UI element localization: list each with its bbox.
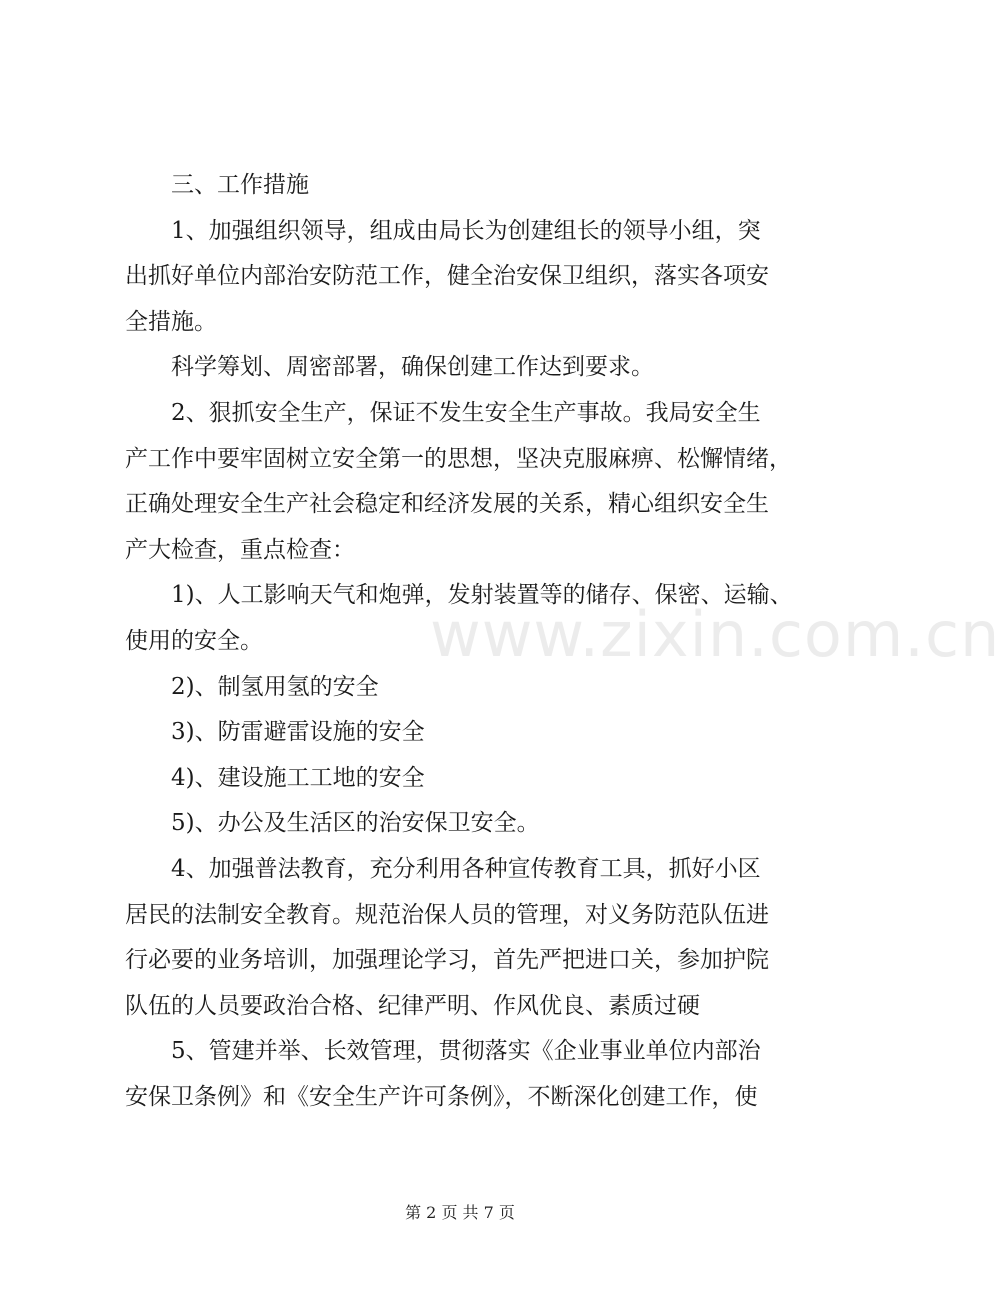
document-body xyxy=(125,163,805,1120)
text-line: 出抓好单位内部治安防范工作，健全治安保卫组织，落实各项安 xyxy=(125,263,769,290)
text-line: 科学筹划、周密部署，确保创建工作达到要求。 xyxy=(171,354,654,381)
text-line: 1、加强组织领导，组成由局长为创建组长的领导小组，突 xyxy=(171,217,761,244)
text-line: 全措施。 xyxy=(125,308,217,335)
text-line: 5)、办公及生活区的治安保卫安全。 xyxy=(171,810,540,837)
text-line: 2、狠抓安全生产，保证不发生安全生产事故。我局安全生 xyxy=(171,399,761,426)
page-number-footer: 第 2 页 共 7 页 xyxy=(405,1203,515,1222)
text-line: 4、加强普法教育，充分利用各种宣传教育工具，抓好小区 xyxy=(171,855,761,882)
text-line: 2)、制氢用氢的安全 xyxy=(171,673,379,700)
text-line: 4)、建设施工工地的安全 xyxy=(171,764,425,791)
text-line: 行必要的业务培训，加强理论学习，首先严把进口关，参加护院 xyxy=(125,947,769,974)
section-heading: 三、工作措施 xyxy=(171,172,309,198)
text-line: 1)、人工影响天气和炮弹，发射装置等的储存、保密、运输、 xyxy=(171,582,793,609)
text-line: 使用的安全。 xyxy=(125,627,263,654)
text-line: 队伍的人员要政治合格、纪律严明、作风优良、素质过硬 xyxy=(125,992,700,1019)
watermark: www.zixin.com.cn xyxy=(430,598,1000,671)
text-line: 正确处理安全生产社会稳定和经济发展的关系，精心组织安全生 xyxy=(125,491,769,518)
text-line: 安保卫条例》和《安全生产许可条例》，不断深化创建工作，使 xyxy=(125,1083,758,1110)
text-line: 3)、防雷避雷设施的安全 xyxy=(171,719,425,746)
text-line: 居民的法制安全教育。规范治保人员的管理，对义务防范队伍进 xyxy=(125,901,769,928)
text-line: 产大检查，重点检查： xyxy=(125,536,355,563)
text-line: 产工作中要牢固树立安全第一的思想，坚决克服麻痹、松懈情绪， xyxy=(125,445,792,472)
text-line: 5、管建并举、长效管理，贯彻落实《企业事业单位内部治 xyxy=(171,1038,761,1065)
